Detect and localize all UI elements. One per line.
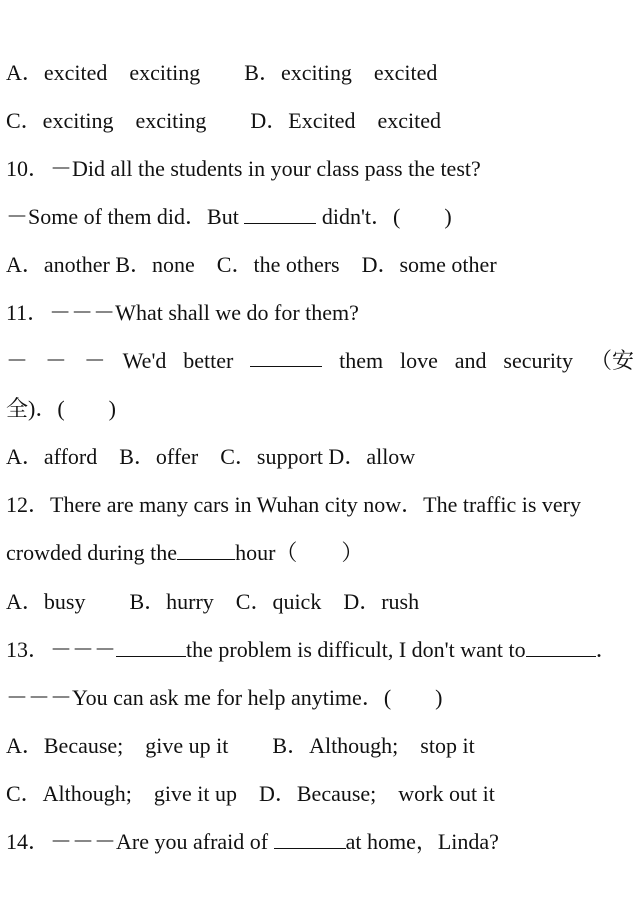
q11-answer-word: － <box>44 348 67 373</box>
answer-blank <box>244 203 316 224</box>
q12-continued <box>6 538 634 568</box>
q12-question: 12．There are many cars in Wuhan city now．The traffic is very <box>6 492 581 517</box>
answer-blank <box>274 828 346 849</box>
q11-answer-word: － <box>83 348 106 373</box>
q10-options: A．another B．none C．the others D．some other <box>6 252 497 277</box>
q11-answer <box>6 346 634 376</box>
q11-answer-word: and <box>454 348 487 373</box>
q10-question: 10．－Did all the students in your class pass the test? <box>6 156 481 181</box>
q11-answer-word: better <box>183 348 234 373</box>
q13-options-cd: C．Although; give it up D．Because; work out it <box>6 781 495 806</box>
q10-answer-end: didn't．( ) <box>316 204 452 229</box>
q9-options-cd: C．exciting exciting D．Excited excited <box>6 108 442 133</box>
answer-blank <box>526 636 596 657</box>
q14-question-start: 14．－－－Are you afraid of <box>6 829 274 854</box>
q11-answer-word: － <box>6 348 29 373</box>
q11-answer-continued: 全)．( ) <box>6 396 116 421</box>
q11-options: A．afford B．offer C．support D．allow <box>6 444 416 469</box>
q13-question-start: 13．－－－ <box>6 637 117 662</box>
q13-question <box>6 635 634 665</box>
q12-continued-start: crowded during the <box>6 540 178 565</box>
q11-answer-word: We'd <box>122 348 167 373</box>
q9-options-ab: A．excited exciting B．exciting excited <box>6 60 438 85</box>
q12-continued-end: hour（ ） <box>235 540 364 565</box>
q11-answer-word: security <box>503 348 574 373</box>
q12-options: A．busy B．hurry C．quick D．rush <box>6 589 420 614</box>
q14-question <box>6 827 634 857</box>
q11-answer-word: love <box>400 348 438 373</box>
q13-options-ab: A．Because; give up it B．Although; stop it <box>6 733 475 758</box>
answer-blank <box>250 346 322 367</box>
q14-question-end: at home，Linda? <box>345 829 499 854</box>
answer-blank <box>177 539 235 560</box>
q10-answer <box>6 202 634 232</box>
q13-question-end: ． <box>595 637 618 662</box>
q11-answer-word: them <box>339 348 384 373</box>
q11-answer-word: （安 <box>589 348 634 373</box>
answer-blank <box>116 636 186 657</box>
q11-question: 11．－－－What shall we do for them? <box>6 300 359 325</box>
q13-answer: －－－You can ask me for help anytime．( ) <box>6 685 443 710</box>
q13-question-middle: the problem is difficult, I don't want to <box>186 637 526 662</box>
q10-answer-start: －Some of them did．But <box>6 204 245 229</box>
